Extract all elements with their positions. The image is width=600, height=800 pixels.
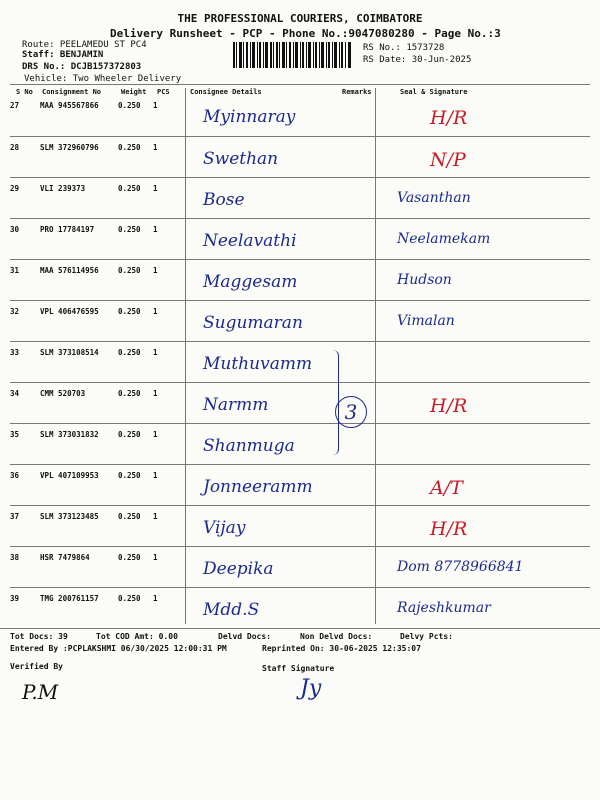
row-consignee-signature: Deepika (203, 558, 274, 579)
entered-by: Entered By :PCPLAKSHMI 06/30/2025 12:00:31 PM (10, 644, 227, 653)
table-row (10, 136, 590, 177)
drs-number: DRS No.: DCJB157372803 (22, 62, 142, 72)
row-weight: 0.250 (118, 593, 141, 603)
row-consignment: SLM 373108514 (40, 347, 99, 357)
row-consignee-signature: Vijay (203, 517, 246, 538)
row-sno: 38 (10, 552, 20, 562)
row-consignment: SLM 373123485 (40, 511, 99, 521)
row-weight: 0.250 (118, 429, 141, 439)
row-consignment: MAA 576114956 (40, 265, 99, 275)
row-weight: 0.250 (118, 306, 141, 316)
row-consignment: CMM 520703 (40, 388, 86, 398)
table-row (10, 259, 590, 300)
staff-label: Staff: BENJAMIN (22, 50, 104, 60)
row-sno: 37 (10, 511, 20, 521)
consignment-table (10, 95, 590, 629)
row-weight: 0.250 (118, 101, 141, 110)
delivery-pcts: Delvy Pcts: (400, 632, 453, 641)
row-weight: 0.250 (118, 511, 141, 521)
rs-number: RS No.: 1573728 (363, 43, 445, 53)
verified-by-label: Verified By (10, 662, 63, 671)
row-weight: 0.250 (118, 224, 141, 234)
row-pcs: 1 (153, 388, 158, 398)
row-pcs: 1 (153, 306, 158, 316)
group-count-mark: 3 (335, 396, 367, 428)
row-weight: 0.250 (118, 142, 141, 152)
total-docs: Tot Docs: 39 (10, 632, 68, 641)
row-seal-signature: Vimalan (397, 312, 455, 329)
reprinted-on: Reprinted On: 30-06-2025 12:35:07 (262, 644, 421, 653)
row-pcs: 1 (153, 429, 158, 439)
row-sno: 28 (10, 142, 20, 152)
row-sno: 35 (10, 429, 20, 439)
row-seal-signature: Dom 8778966841 (397, 558, 524, 575)
row-seal-signature: Neelamekam (397, 230, 491, 247)
total-cod: Tot COD Amt: 0.00 (96, 632, 178, 641)
table-row (10, 587, 590, 628)
table-row (10, 177, 590, 218)
col-consignee: Consignee Details (190, 88, 262, 96)
row-pcs: 1 (153, 142, 158, 152)
row-weight: 0.250 (118, 552, 141, 562)
row-weight: 0.250 (118, 347, 141, 357)
non-delivered-docs: Non Delvd Docs: (300, 632, 373, 641)
row-sno: 27 (10, 101, 20, 110)
barcode-image (233, 42, 351, 68)
row-sno: 36 (10, 470, 20, 480)
row-sno: 33 (10, 347, 20, 357)
row-consignee-signature: Swethan (203, 148, 279, 169)
row-consignee-signature: Neelavathi (203, 230, 297, 251)
row-seal-signature: H/R (430, 394, 468, 417)
vehicle-label: Vehicle: Two Wheeler Delivery (24, 74, 182, 84)
row-pcs: 1 (153, 552, 158, 562)
row-seal-signature: A/T (430, 476, 463, 499)
table-row (10, 95, 590, 136)
route-label: Route: PEELAMEDU ST PC4 (22, 40, 147, 50)
row-seal-signature: H/R (430, 107, 468, 129)
row-seal-signature: Hudson (397, 271, 452, 288)
row-consignment: SLM 372960796 (40, 142, 99, 152)
row-weight: 0.250 (118, 183, 141, 193)
table-row (10, 218, 590, 259)
delivered-docs: Delvd Docs: (218, 632, 271, 641)
table-row (10, 382, 590, 423)
col-weight: Weight (121, 88, 147, 96)
row-weight: 0.250 (118, 265, 141, 275)
row-consignment: MAA 945567866 (40, 101, 99, 110)
company-name: THE PROFESSIONAL COURIERS, COIMBATORE (177, 12, 423, 25)
row-pcs: 1 (153, 470, 158, 480)
table-row (10, 300, 590, 341)
col-sno: S No (16, 88, 33, 96)
row-seal-signature: Vasanthan (397, 189, 471, 206)
row-sno: 34 (10, 388, 20, 398)
table-row (10, 423, 590, 464)
table-row (10, 464, 590, 505)
row-consignee-signature: Jonneeramm (203, 476, 313, 497)
runsheet-title: Delivery Runsheet - PCP - Phone No.:9047080280 - Page No.:3 (110, 27, 501, 40)
row-sno: 32 (10, 306, 20, 316)
col-remarks: Remarks (342, 88, 372, 96)
col-pcs: PCS (157, 88, 170, 96)
row-weight: 0.250 (118, 388, 141, 398)
row-consignment: PRO 17784197 (40, 224, 95, 234)
row-sno: 29 (10, 183, 20, 193)
header-rule (10, 84, 590, 85)
consignment-rows (10, 95, 590, 628)
row-pcs: 1 (153, 183, 158, 193)
col-consignment: Consignment No (42, 88, 102, 96)
row-consignment: TMG 200761157 (40, 593, 99, 603)
row-seal-signature: N/P (430, 148, 466, 171)
row-consignment: VPL 406476595 (40, 306, 99, 316)
col-seal: Seal & Signature (400, 88, 468, 96)
row-pcs: 1 (153, 347, 158, 357)
row-consignee-signature: Maggesam (203, 271, 298, 292)
row-weight: 0.250 (118, 470, 141, 480)
row-pcs: 1 (153, 224, 158, 234)
staff-signature-label: Staff Signature (262, 664, 335, 673)
table-row (10, 341, 590, 382)
row-pcs: 1 (153, 511, 158, 521)
row-seal-signature: H/R (430, 517, 468, 540)
row-consignee-signature: Narmm (203, 394, 269, 415)
table-row (10, 546, 590, 587)
footer-rule (0, 628, 600, 629)
row-consignee-signature: Bose (203, 189, 245, 210)
verified-signature: P.M (22, 680, 59, 704)
row-sno: 39 (10, 593, 20, 603)
row-consignment: VPL 407109953 (40, 470, 99, 480)
staff-signature: Jy (300, 676, 322, 701)
rs-date: RS Date: 30-Jun-2025 (363, 55, 472, 65)
row-pcs: 1 (153, 101, 158, 110)
row-consignment: VLI 239373 (40, 183, 86, 193)
row-seal-signature: Rajeshkumar (397, 599, 491, 616)
row-pcs: 1 (153, 265, 158, 275)
row-consignee-signature: Myinnaray (203, 107, 296, 127)
row-consignee-signature: Muthuvamm (203, 353, 313, 374)
table-row (10, 505, 590, 546)
row-consignee-signature: Sugumaran (203, 312, 303, 333)
row-consignee-signature: Shanmuga (203, 435, 295, 456)
row-sno: 30 (10, 224, 20, 234)
row-consignment: SLM 373031832 (40, 429, 99, 439)
row-sno: 31 (10, 265, 20, 275)
row-pcs: 1 (153, 593, 158, 603)
row-consignee-signature: Mdd.S (203, 599, 260, 620)
row-consignment: HSR 7479864 (40, 552, 90, 562)
